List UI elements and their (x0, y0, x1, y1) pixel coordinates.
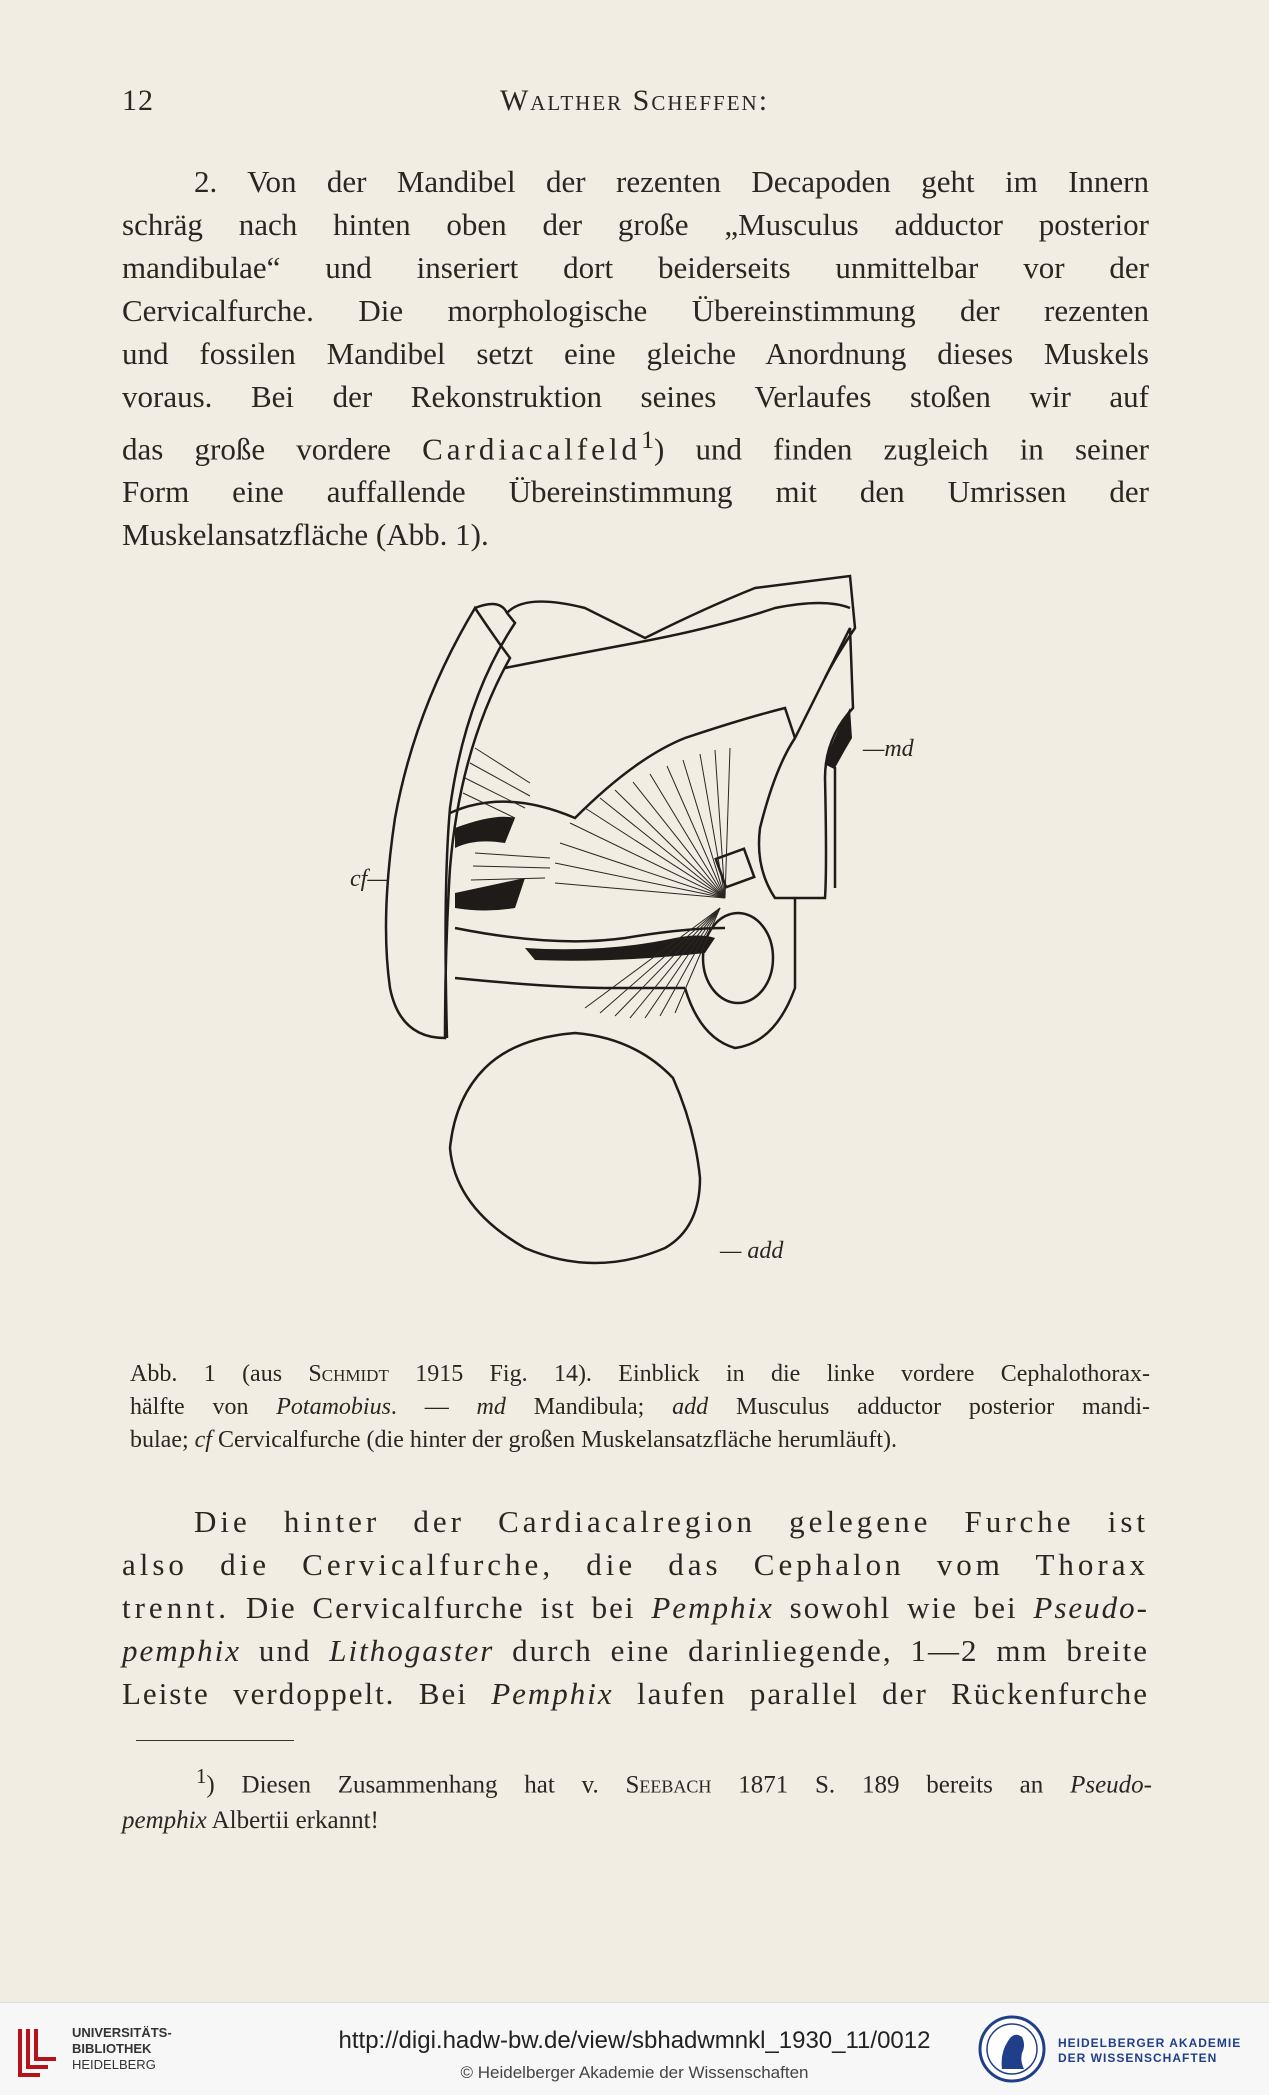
author-name: Seebach (625, 1771, 712, 1799)
text-line: Form eine auffallende Übereinstimmung mit den Umrissen der (122, 474, 1149, 510)
footnote-line (122, 1803, 1152, 1839)
text-line: voraus. Bei der Rekonstruktion seines Verlaufes stoßen wir auf (122, 379, 1149, 414)
text-run: ) Diesen Zusammenhang hat v. (206, 1771, 626, 1799)
genus-name: Potamobius (276, 1394, 391, 1420)
label-cf: cf— (350, 866, 389, 892)
caption-line (130, 1424, 1150, 1457)
genus-name: Pemphix (491, 1676, 614, 1711)
running-head (122, 84, 1147, 124)
text-run: trennt. (122, 1590, 231, 1625)
text-run: Albertii erkannt! (206, 1807, 379, 1835)
paragraph-mandibel (122, 160, 1149, 556)
genus-name: pemphix (122, 1807, 207, 1835)
figure-caption (130, 1358, 1150, 1457)
abbrev: add (672, 1394, 709, 1420)
academy-name-line: HEIDELBERGER AKADEMIE (1058, 2036, 1242, 2050)
text-line: und fossilen Mandibel setzt eine gleiche Anordnung dieses Muskels (122, 336, 1149, 371)
text-run: Cervicalfurche (die hinter der großen Muskelansatzfläche herumläuft). (211, 1427, 897, 1453)
text-run: 1915 Fig. 14). Einblick in die linke vordere Cephalothorax- (388, 1361, 1150, 1387)
academy-name (1058, 2036, 1241, 2066)
paragraph-cervicalfurche (122, 1500, 1149, 1715)
text-run: sowohl wie bei (773, 1590, 1034, 1625)
text-line: also die Cervicalfurche, die das Cephalon vom Thorax (122, 1547, 1149, 1582)
academy-seal-icon[interactable] (978, 2013, 1046, 2085)
page-number: 12 (122, 84, 154, 117)
text-line (122, 1629, 1149, 1672)
spaced-term: Cardiacalfeld (422, 431, 642, 467)
text-line: Cervicalfurche. Die morphologische Übereinstimmung der rezenten (122, 293, 1149, 328)
text-line (122, 1672, 1149, 1715)
label-add-text: add (747, 1238, 784, 1264)
footnote-line (122, 1758, 1152, 1803)
text-line: mandibulae“ und inseriert dort beiderseits unmittelbar vor der (122, 250, 1149, 285)
author-name: Schmidt (308, 1361, 389, 1387)
footnote (122, 1758, 1152, 1839)
library-name-line: UNIVERSITÄTS- (72, 2025, 172, 2040)
genus-name: Pseudo- (1033, 1590, 1150, 1625)
genus-name: Pseudo- (1070, 1771, 1152, 1799)
abbrev: cf (194, 1427, 212, 1453)
text-line (122, 418, 1149, 470)
text-run: das große vordere (122, 431, 423, 467)
label-md: —md (863, 736, 914, 762)
text-run: hälfte von (130, 1394, 277, 1420)
text-run: durch eine darinliegende, 1—2 mm breite (494, 1633, 1149, 1668)
text-run: ) und finden zugleich in seiner (653, 431, 1149, 467)
genus-name: pemphix (122, 1633, 242, 1668)
footnote-ref: 1 (641, 425, 654, 454)
genus-name: Lithogaster (329, 1633, 495, 1668)
text-run: Abb. 1 (aus (130, 1361, 309, 1387)
academy-name-line: DER WISSENSCHAFTEN (1058, 2051, 1218, 2065)
running-head-author: Walther Scheffen: (499, 84, 770, 117)
copyright-notice: © Heidelberger Akademie der Wissenschaften (460, 2063, 809, 2082)
text-run: laufen parallel der Rückenfurche (613, 1676, 1149, 1711)
text-run: Leiste verdoppelt. Bei (122, 1676, 492, 1711)
cephalothorax-drawing (355, 568, 930, 1338)
text-run: Musculus adductor posterior mandi- (708, 1394, 1150, 1420)
library-name-line: BIBLIOTHEK (72, 2041, 152, 2056)
caption-line (130, 1391, 1150, 1424)
genus-name: Pemphix (651, 1590, 774, 1625)
permalink-url[interactable]: http://digi.hadw-bw.de/view/sbhadwmnkl_1930_11/0012 (338, 2027, 931, 2054)
text-run: und (241, 1633, 330, 1668)
text-run: . — (390, 1394, 477, 1420)
text-line: 2. Von der Mandibel der rezenten Decapoden geht im Innern (194, 164, 1149, 199)
text-line: schräg nach hinten oben der große „Musculus adductor posterior (122, 207, 1149, 242)
text-run: bulae; (130, 1427, 195, 1453)
digitization-footer (0, 2002, 1269, 2095)
label-cf-text: cf (350, 866, 368, 892)
text-line: Muskelansatzfläche (Abb. 1). (122, 517, 489, 553)
label-md-text: md (884, 736, 914, 762)
caption-line (130, 1358, 1150, 1391)
text-line: Die hinter der Cardiacalregion gelegene Furche ist (194, 1504, 1149, 1539)
abbrev: md (476, 1394, 506, 1420)
text-run: Mandibula; (505, 1394, 673, 1420)
library-name-line: HEIDELBERG (72, 2057, 156, 2072)
text-line (122, 1586, 1149, 1629)
text-run: 1871 S. 189 bereits an (711, 1771, 1071, 1799)
footnote-rule (136, 1740, 294, 1741)
footnote-marker: 1 (196, 1764, 207, 1788)
anatomical-figure (350, 568, 930, 1338)
text-run: Die Cervicalfurche ist bei (230, 1590, 652, 1625)
label-add: — add (720, 1238, 784, 1264)
